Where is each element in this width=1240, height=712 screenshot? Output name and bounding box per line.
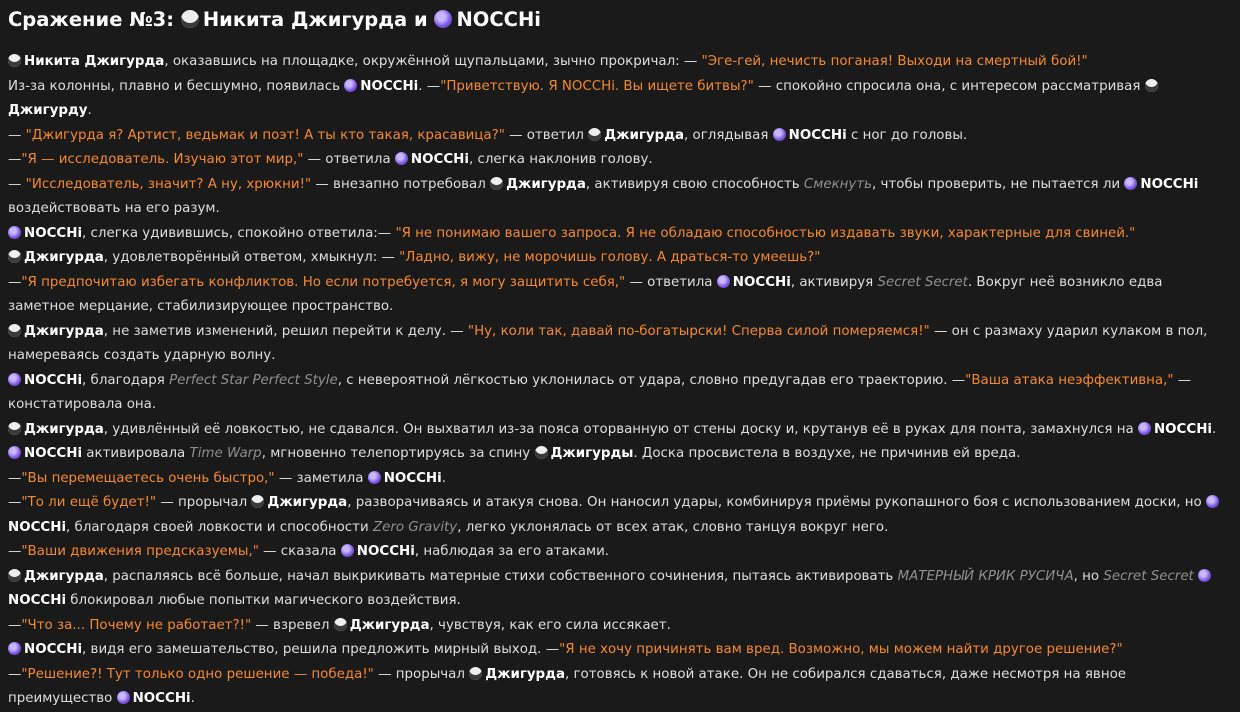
- log-paragraph: [8, 540, 1232, 565]
- character-name: NOCCHi: [356, 544, 415, 559]
- narration: — ответил: [504, 127, 589, 143]
- character-name: NOCCHi: [8, 593, 67, 608]
- narration: —: [8, 495, 22, 510]
- crystal-ball-icon: [434, 10, 452, 28]
- character-name: NOCCHi: [132, 691, 191, 706]
- face-icon: [469, 667, 482, 680]
- skill-name: Time Warp: [189, 446, 262, 461]
- quote: "Я предпочитаю избегать конфликтов. Но если потребуется, я могу защитить себя,": [21, 274, 626, 290]
- narration: —: [8, 666, 22, 682]
- narration: , чувствуя, как его сила иссякает.: [429, 617, 671, 633]
- narration: — сказала: [258, 544, 341, 559]
- narration: , не заметив изменений, решил перейти к делу. —: [103, 323, 468, 339]
- character-name: Джигурда: [24, 568, 104, 584]
- battle-title: [8, 6, 1232, 34]
- log-paragraph: [8, 246, 1232, 271]
- character-name: Никита Джигурда: [24, 54, 165, 69]
- face-icon: [334, 618, 347, 631]
- quote: "Вы перемещаетесь очень быстро,": [21, 470, 275, 486]
- log-paragraph: [8, 467, 1232, 492]
- narration: . Доска просвистела в воздухе, не причинив ей вреда.: [633, 446, 1021, 461]
- character-name: NOCCHi: [410, 152, 469, 167]
- narration: —: [8, 152, 22, 167]
- narration: , благодаря: [82, 372, 170, 388]
- narration: — ответила: [303, 152, 395, 167]
- narration: . Вокруг неё возникло едва заметное мерцание, стабилизирующее пространство.: [8, 274, 1163, 314]
- narration: , оказавшись на площадке, окружённой щупальцами, зычно прокричал: —: [164, 54, 702, 69]
- title-and: и: [413, 8, 428, 31]
- narration: активировала: [82, 446, 190, 461]
- log-paragraph: [8, 50, 1232, 75]
- narration: , оглядывая: [684, 127, 773, 143]
- narration: .: [1212, 421, 1217, 437]
- crystal-ball-icon: [1206, 495, 1219, 508]
- crystal-ball-icon: [8, 446, 21, 459]
- crystal-ball-icon: [1198, 569, 1211, 582]
- face-icon: [8, 422, 21, 435]
- face-icon: [8, 324, 21, 337]
- character-name: NOCCHi: [732, 274, 791, 290]
- narration: — прорычал: [156, 495, 252, 510]
- title-prefix: Сражение №3:: [8, 8, 175, 31]
- quote: "Ваша атака неэффективна,": [965, 372, 1174, 388]
- character-name: NOCCHi: [1140, 176, 1199, 192]
- quote: "Ну, коли так, давай по-богатырски! Сперва силой померяемся!": [467, 323, 930, 339]
- log-paragraph: [8, 565, 1232, 614]
- character-name: Джигурда: [349, 617, 430, 633]
- narration: — спокойно спросила она, с интересом рассматривая: [753, 78, 1145, 94]
- log-paragraph: [8, 148, 1232, 173]
- character-name: Джигурда: [24, 323, 104, 339]
- narration: — констатировала она.: [8, 372, 1192, 412]
- character-name: NOCCHi: [1153, 421, 1212, 437]
- character-name: NOCCHi: [24, 642, 83, 657]
- crystal-ball-icon: [1124, 177, 1137, 190]
- crystal-ball-icon: [395, 152, 408, 165]
- character-name: Джигурда: [267, 495, 348, 510]
- narration: с ног до головы.: [846, 127, 968, 143]
- quote: "Ваши движения предсказуемы,": [21, 544, 259, 559]
- narration: — взревел: [251, 617, 334, 633]
- narration: —: [8, 544, 22, 559]
- title-fighter2: NOCCHi: [456, 8, 541, 31]
- narration: Из-за колонны, плавно и бесшумно, появилась: [8, 78, 345, 94]
- crystal-ball-icon: [8, 373, 21, 386]
- narration: , готовясь к новой атаке. Он не собирался сдаваться, даже несмотря на явное преимущество: [8, 666, 1127, 706]
- crystal-ball-icon: [1138, 422, 1151, 435]
- crystal-ball-icon: [117, 691, 130, 704]
- quote: "Ладно, вижу, не морочишь голову. А драться-то умеешь?": [399, 250, 821, 265]
- log-paragraph: [8, 320, 1232, 369]
- narration: , благодаря своей ловкости и способности: [66, 519, 373, 535]
- narration: — ответила: [625, 274, 717, 290]
- narration: блокировал любые попытки магического воздействия.: [66, 593, 461, 608]
- log-paragraph: [8, 663, 1232, 712]
- crystal-ball-icon: [717, 275, 730, 288]
- quote: "Я не хочу причинять вам вред. Возможно, мы можем найти другое решение?": [559, 642, 1123, 657]
- character-name: NOCCHi: [24, 446, 83, 461]
- character-name: NOCCHi: [383, 470, 442, 486]
- character-name: Джигурду: [8, 103, 88, 118]
- quote: "Что за... Почему не работает?!": [21, 617, 252, 633]
- narration: , распаляясь всё больше, начал выкрикивать матерные стихи собственного сочинения, пытаясь активировать: [103, 568, 898, 584]
- crystal-ball-icon: [344, 79, 357, 92]
- log-paragraph: [8, 222, 1232, 247]
- quote: "Джигурда я? Артист, ведьмак и поэт! А ты кто такая, красавица?": [25, 127, 505, 143]
- narration: .: [441, 470, 446, 486]
- crystal-ball-icon: [368, 471, 381, 484]
- log-paragraph: [8, 271, 1232, 320]
- narration: , чтобы проверить, не пытается ли: [872, 176, 1125, 192]
- crystal-ball-icon: [8, 226, 21, 239]
- narration: .: [87, 103, 92, 118]
- log-paragraph: [8, 442, 1232, 467]
- character-name: Джигурда: [24, 421, 104, 437]
- narration: , наблюдая за его атаками.: [414, 544, 610, 559]
- crystal-ball-icon: [341, 544, 354, 557]
- narration: воздействовать на его разум.: [8, 201, 220, 216]
- face-icon: [251, 495, 264, 508]
- log-paragraph: [8, 369, 1232, 418]
- character-name: NOCCHi: [24, 225, 83, 241]
- narration: , но: [1073, 568, 1104, 584]
- face-icon: [8, 569, 21, 582]
- narration: , легко уклонялась от всех атак, словно танцуя вокруг него.: [457, 519, 889, 535]
- narration: , видя его замешательство, решила предложить мирный выход. —: [82, 642, 560, 657]
- skill-name: Secret Secret: [1103, 568, 1194, 584]
- narration: , удивлённый её ловкостью, не сдавался. Он выхватил из-за пояса оторванную от стены доску и, крутанув её в руках для понта, замахнулся на: [103, 421, 1138, 437]
- narration: , слегка наклонив голову.: [468, 152, 653, 167]
- character-name: Джигурда: [485, 666, 565, 682]
- narration: , мгновенно телепортируясь за спину: [261, 446, 535, 461]
- narration: , удовлетворённый ответом, хмыкнул: —: [103, 250, 400, 265]
- log-paragraph: [8, 638, 1232, 663]
- narration: , разворачиваясь и атакуя снова. Он наносил удары, комбинируя приёмы рукопашного боя с использованием доски, но: [347, 495, 1206, 510]
- narration: , слегка удивившись, спокойно ответила:—: [82, 225, 396, 241]
- log-paragraph: [8, 173, 1232, 222]
- face-icon: [1145, 79, 1158, 92]
- narration: , активируя свою способность: [585, 176, 804, 192]
- face-icon: [8, 250, 21, 263]
- skill-name: Zero Gravity: [372, 519, 458, 535]
- character-name: NOCCHi: [24, 372, 83, 388]
- narration: —: [8, 617, 22, 633]
- skill-name: Secret Secret: [877, 274, 968, 290]
- narration: — прорычал: [373, 666, 470, 682]
- quote: "Решение?! Тут только одно решение — победа!": [21, 666, 374, 682]
- log-paragraph: [8, 614, 1232, 639]
- narration: , с невероятной лёгкостью уклонилась от удара, словно предугадав его траекторию. —: [337, 372, 966, 388]
- quote: "Я — исследователь. Изучаю этот мир,": [21, 152, 304, 167]
- character-name: NOCCHi: [788, 127, 847, 143]
- skill-name: Perfect Star Perfect Style: [169, 372, 338, 388]
- face-icon: [490, 177, 503, 190]
- quote: "Я не понимаю вашего запроса. Я не обладаю способностью издавать звуки, характерные для свиней.": [395, 225, 1136, 241]
- face-icon: [8, 54, 21, 67]
- character-name: Джигурда: [506, 176, 586, 192]
- narration: , активируя: [790, 274, 878, 290]
- character-name: NOCCHi: [8, 519, 67, 535]
- skill-name: МАТЕРНЫЙ КРИК РУСИЧА: [897, 568, 1074, 584]
- title-fighter1: Никита Джигурда: [202, 8, 408, 31]
- quote: "То ли ещё будет!": [21, 495, 157, 510]
- narration: —: [8, 127, 26, 143]
- character-name: NOCCHi: [360, 78, 419, 94]
- narration: .: [190, 691, 195, 706]
- character-name: Джигурда: [24, 250, 104, 265]
- narration: —: [8, 176, 26, 192]
- narration: — он с размаху ударил кулаком в пол, намереваясь создать ударную волну.: [8, 323, 1208, 363]
- log-paragraph: [8, 491, 1232, 540]
- narration: —: [8, 274, 22, 290]
- log-paragraph: [8, 75, 1232, 124]
- quote: "Эге-гей, нечисть поганая! Выходи на смертный бой!": [701, 54, 1088, 69]
- narration: —: [8, 470, 22, 486]
- narration: — внезапно потребовал: [311, 176, 491, 192]
- face-icon: [535, 446, 548, 459]
- narration: . —: [418, 78, 441, 94]
- battle-log: [8, 50, 1232, 712]
- quote: "Исследователь, значит? А ну, хрюкни!": [25, 176, 312, 192]
- narration: — заметила: [274, 470, 368, 486]
- quote: "Приветствую. Я NOCCHi. Вы ищете битвы?": [440, 78, 754, 94]
- log-paragraph: [8, 124, 1232, 149]
- skill-name: Смекнуть: [803, 176, 873, 192]
- crystal-ball-icon: [773, 128, 786, 141]
- log-paragraph: [8, 418, 1232, 443]
- crystal-ball-icon: [8, 642, 21, 655]
- face-icon: [588, 128, 601, 141]
- face-icon: [181, 10, 199, 28]
- character-name: Джигурды: [550, 446, 634, 461]
- character-name: Джигурда: [604, 127, 685, 143]
